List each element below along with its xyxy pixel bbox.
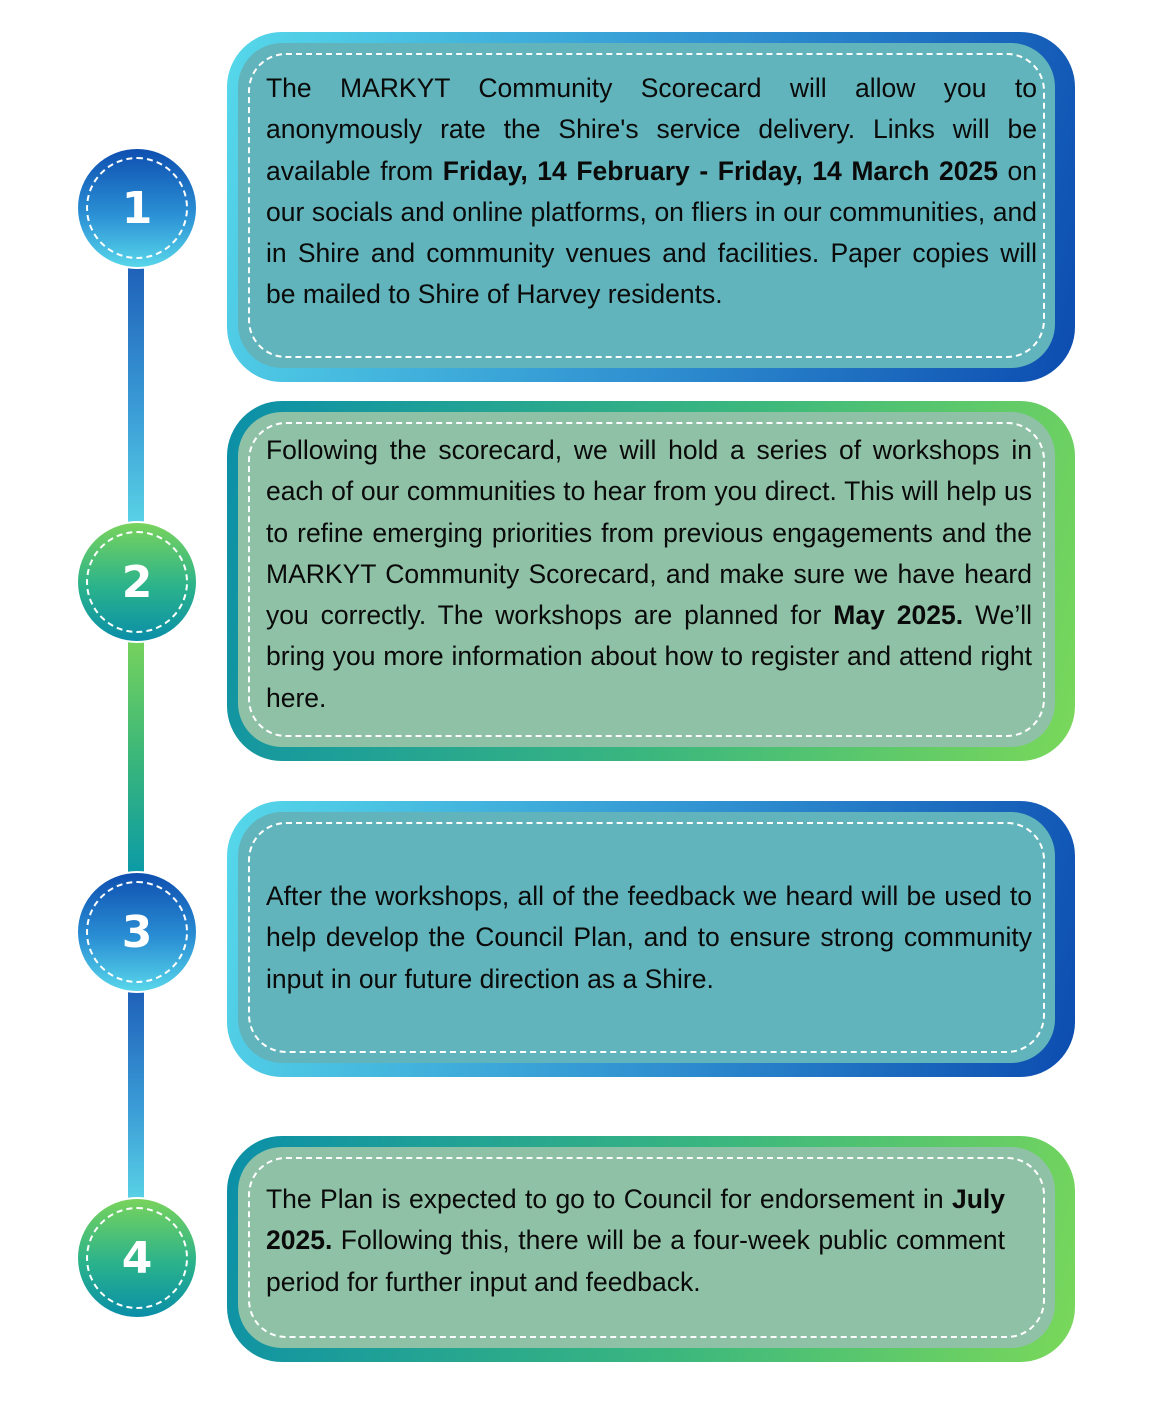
card-4-text-part: The Plan is expected to go to Council for endorsement in xyxy=(266,1184,952,1214)
step-marker-3 xyxy=(76,871,198,993)
card-2-text xyxy=(266,430,1032,719)
step-marker-4 xyxy=(76,1197,198,1319)
step-number-3: 3 xyxy=(121,906,153,958)
card-1-text-part: The MARKYT Community Scorecard will allow you to anonymously rate the Shire's service delivery. Links will be available from xyxy=(266,73,1037,186)
step-marker-2 xyxy=(76,521,198,643)
step-number-1: 1 xyxy=(121,182,153,234)
card-1-text-layer xyxy=(227,32,1075,382)
step-marker-1 xyxy=(76,147,198,269)
card-1-key-dates: Friday, 14 February - Friday, 14 March 2025 xyxy=(442,155,998,186)
card-4-key-date: July 2025. xyxy=(266,1184,1005,1256)
step-number-2: 2 xyxy=(121,556,153,608)
card-2-text-layer xyxy=(227,401,1075,761)
card-4-text-layer xyxy=(227,1136,1075,1362)
timeline-connector-1-2 xyxy=(128,262,144,527)
card-1-text xyxy=(266,68,1037,316)
card-2-key-date: May 2025. xyxy=(833,600,964,631)
timeline-connector-3-4 xyxy=(128,988,144,1203)
card-4-text-part: Following this, there will be a four-week public comment period for further input and feedback. xyxy=(266,1225,1005,1297)
card-2-text-part: We’ll bring you more information about how to register and attend right here. xyxy=(266,600,1033,713)
card-3-text: After the workshops, all of the feedback we heard will be used to help develop the Council Plan, and to ensure strong community input in our future direction as a Shire. xyxy=(266,881,1032,994)
card-3-text-layer xyxy=(227,801,1075,1077)
step-number-4: 4 xyxy=(121,1232,153,1284)
card-2-text-part: Following the scorecard, we will hold a series of workshops in each of our communities to hear from you direct. This will help us to refine emerging priorities from previous engagements and the MARKYT Community Scorecard, and make sure we have heard you correctly. The workshops are planned for xyxy=(266,435,1032,631)
card-4-text xyxy=(266,1179,1005,1303)
card-1-text-part: on our socials and online platforms, on fliers in our communities, and in Shire and community venues and facilities. Paper copies will be mailed to Shire of Harvey residents. xyxy=(266,155,1038,310)
timeline-connector-2-3 xyxy=(128,636,144,876)
